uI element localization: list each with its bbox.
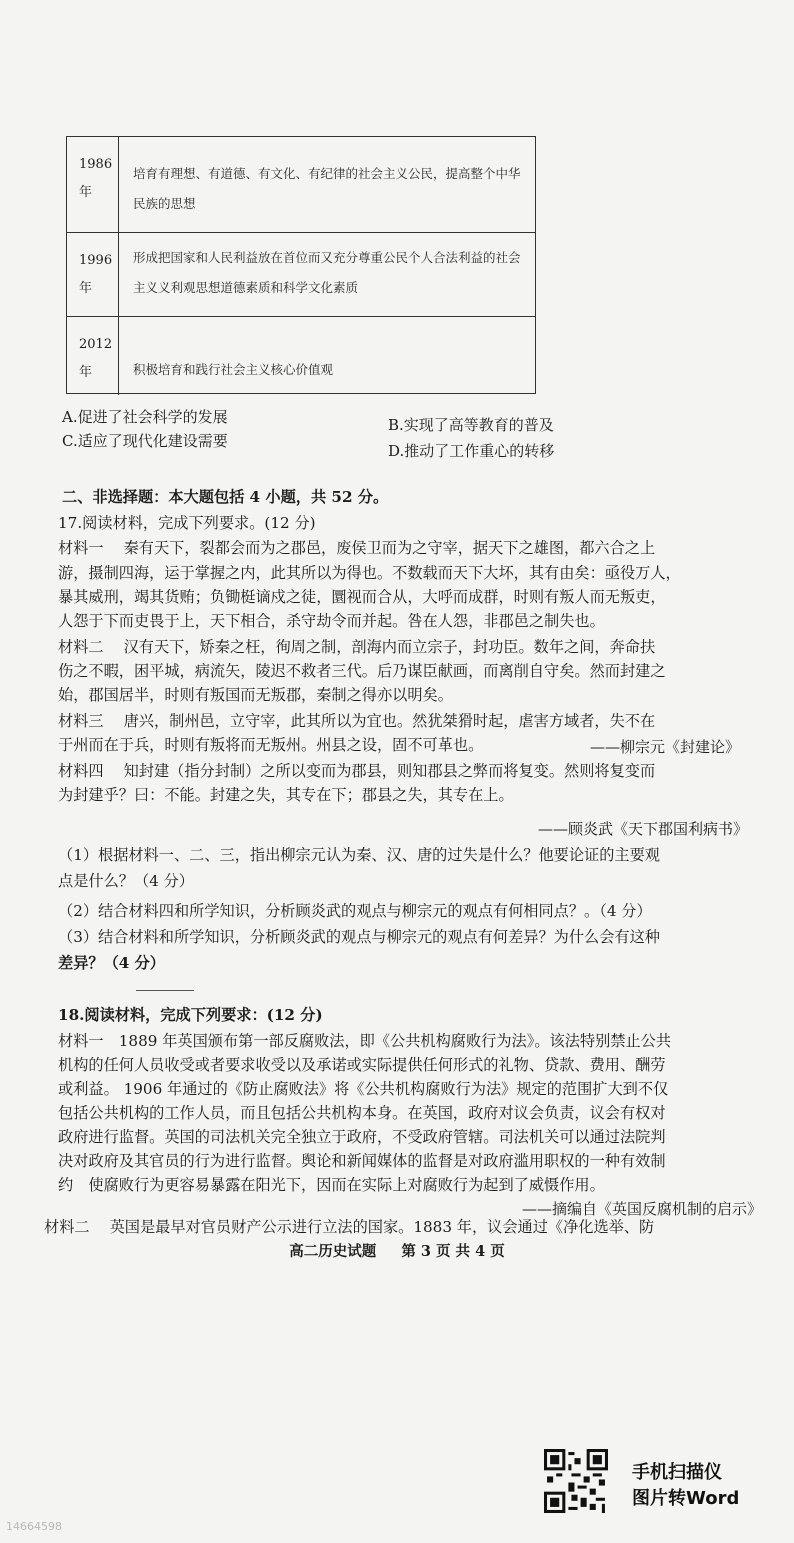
- table-row: [67, 233, 535, 317]
- q17-question: 点是什么？（4 分）: [58, 872, 194, 890]
- q18-line: 决对政府及其官员的行为进行监督。舆论和新闻媒体的监督是对政府滥用职权的一种有效制: [58, 1152, 666, 1170]
- q18-line: 材料一 1889 年英国颁布第一部反腐败法，即《公共机构腐败行为法》。该法特别禁止公共: [58, 1032, 672, 1050]
- table-year: 1996 年: [67, 233, 119, 316]
- q17-line: 暴其威刑，竭其货贿；负锄梃谪戍之徒，圜视而合从，大呼而成群，时则有叛人而无叛吏，: [58, 588, 666, 606]
- footer-title: 高二历史试题: [289, 1243, 377, 1260]
- table-year: 2012 年: [67, 317, 119, 395]
- policy-table: [66, 136, 536, 394]
- q18-line: 约 使腐败行为更容易暴露在阳光下，因而在实际上对腐败行为起到了威慑作用。: [58, 1176, 605, 1194]
- q17-question: （3）结合材料和所学知识，分析顾炎武的观点与柳宗元的观点有何差异？为什么会有这种: [58, 928, 660, 946]
- document-id: 14664598: [6, 1520, 62, 1533]
- footer-page: 第 3 页 共 4 页: [401, 1243, 505, 1260]
- q17-source-1: ——柳宗元《封建论》: [590, 738, 741, 756]
- q17-question: （1）根据材料一、二、三，指出柳宗元认为秦、汉、唐的过失是什么？他要论证的主要观: [58, 846, 660, 864]
- q18-line: 材料二 英国是最早对官员财产公示进行立法的国家。1883 年，议会通过《净化选举、防: [44, 1218, 655, 1236]
- section-title: 二、非选择题：本大题包括 4 小题，共 52 分。: [62, 488, 389, 506]
- watermark-line2: 图片转Word: [632, 1488, 740, 1509]
- q18-source: ——摘编自《英国反腐机制的启示》: [522, 1200, 763, 1218]
- table-row: [67, 137, 535, 233]
- q18-line: 或利益。 1906 年通过的《防止腐败法》将《公共机构腐败行为法》规定的范围扩大到不仅: [58, 1080, 669, 1098]
- q17-header: 17.阅读材料，完成下列要求。(12 分): [58, 514, 316, 532]
- table-content: 形成把国家和人民利益放在首位而又充分尊重公民个人合法利益的社会主义义利观思想道德素质和科学文化素质: [133, 250, 521, 295]
- q17-line: 材料三 唐兴，制州邑，立守宰，此其所以为宜也。然犹桀猾时起，虐害方域者，失不在: [58, 712, 656, 730]
- option-d: D.推动了工作重心的转移: [388, 442, 555, 460]
- q17-line: 材料一 秦有天下，裂都会而为之郡邑，废侯卫而为之守宰，据天下之雄图，都六合之上: [58, 539, 656, 557]
- option-c: C.适应了现代化建设需要: [62, 432, 228, 450]
- q17-line: 游，摄制四海，运于掌握之内，此其所以为得也。不数载而天下大坏，其有由矣：亟役万人，: [58, 564, 681, 582]
- q17-question: 差异？（4 分）: [58, 954, 165, 972]
- q17-line: 为封建乎？曰：不能。封建之失，其专在下；郡县之失，其专在上。: [58, 786, 514, 804]
- q17-line: 于州而在于兵，时则有叛将而无叛州。州县之设，固不可革也。: [58, 736, 484, 754]
- option-a: A.促进了社会科学的发展: [62, 408, 228, 426]
- q17-source-2: ——顾炎武《天下郡国利病书》: [538, 820, 749, 838]
- divider: [136, 990, 194, 991]
- q18-header: 18.阅读材料，完成下列要求：(12 分): [58, 1006, 323, 1024]
- option-b: B.实现了高等教育的普及: [388, 416, 554, 434]
- q18-line: 机构的任何人员收受或者要求收受以及承诺或实际提供任何形式的礼物、贷款、费用、酬劳: [58, 1056, 666, 1074]
- page-footer: [0, 1240, 794, 1261]
- q18-line: 政府进行监督。英国的司法机关完全独立于政府，不受政府管辖。司法机关可以通过法院判: [58, 1128, 666, 1146]
- q17-question: （2）结合材料四和所学知识，分析顾炎武的观点与柳宗元的观点有何相同点？。（4 分）: [58, 902, 652, 920]
- q17-line: 材料二 汉有天下，矫秦之枉，徇周之制，剖海内而立宗子，封功臣。数年之间，奔命扶: [58, 638, 656, 656]
- qr-code-icon: [544, 1449, 608, 1513]
- table-row: [67, 317, 535, 395]
- watermark-line1: 手机扫描仪: [632, 1462, 722, 1483]
- q17-line: 伤之不暇，困平城，病流矢，陵迟不救者三代。后乃谋臣献画，而离削自守矣。然而封建之: [58, 662, 666, 680]
- q17-line: 人怨于下而吏畏于上，天下相合，杀守劫令而并起。咎在人怨，非郡邑之制失也。: [58, 612, 605, 630]
- table-year: 1986 年: [67, 137, 119, 232]
- q18-line: 包括公共机构的工作人员，而且包括公共机构本身。在英国，政府对议会负责，议会有权对: [58, 1104, 666, 1122]
- table-content: 培育有理想、有道德、有文化、有纪律的社会主义公民，提高整个中华民族的思想: [133, 166, 521, 211]
- table-content: 积极培育和践行社会主义核心价值观: [133, 362, 334, 377]
- q17-line: 始，郡国居半，时则有叛国而无叛郡，秦制之得亦以明矣。: [58, 686, 453, 704]
- q17-line: 材料四 知封建（指分封制）之所以变而为郡县，则知郡县之弊而将复变。然则将复变而: [58, 762, 656, 780]
